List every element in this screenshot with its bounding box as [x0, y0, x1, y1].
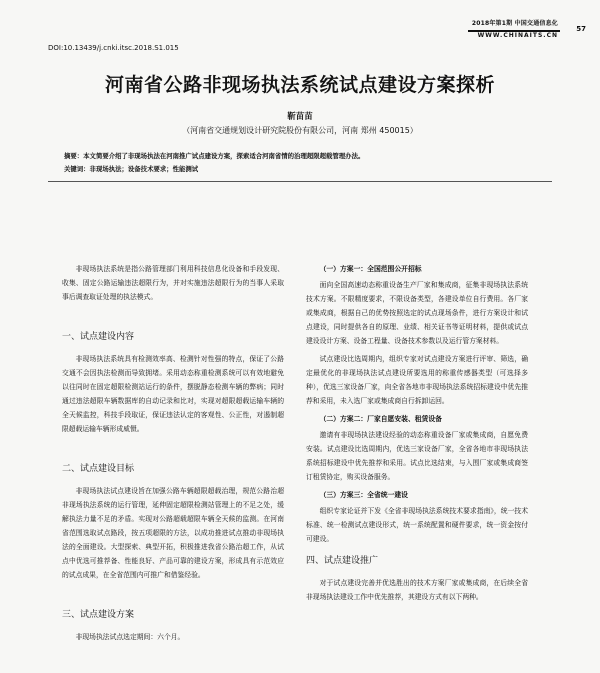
right-column [306, 262, 528, 608]
article-title: 河南省公路非现场执法系统试点建设方案探析 [104, 74, 495, 96]
section-2-heading: 二、试点建设目标 [62, 464, 135, 474]
section-2-body: 非现场执法试点建设旨在加强公路车辆超限超载治理，规范公路治超非现场执法系统的运行管理，延伸固定超限检测站管理上的不足之处，缓解执法力量不足的矛盾。实现对公路超载超限车辆全天候的监测。在河南省范围选取试点路段，按五项超限的方法，以成功推进试点推动非现场执法的全面建设。大型探索、典型开拓，积极推进我省公路治超工作，从试点中优选可推荐备、性能良好、产品可靠的建设方案，形成具有示范效应的试点成果，在全省范围内可推广和借鉴经验。 [62, 487, 284, 579]
section-1-body: 非现场执法系统具有检测效率高、检测针对性强的特点，保证了公路交通不会因执法检测而导致拥堵。采用动态称重检测系统可以有效地避免以往同时在固定超限检测站运行的条件，摆脱静态检测车辆的弊病；同时通过违法超限车辆数据库的自动记录和比对，实现对超限超载运输车辆的全天候监控，科技手段取证，保证违法认定的客观性、公正性，对遏制超限超载运输车辆形成威慑。 [62, 355, 284, 433]
section-3-heading: 三、试点建设方案 [62, 610, 135, 620]
abstract-divider [48, 181, 552, 182]
subsection-3-body: 组织专家论证并下发《全省非现场执法系统技术要求指南》，统一技术标准、统一检测试点建设形式，统一系统配置和硬件要求，统一资金按付可建设。 [306, 507, 528, 543]
doi-line: DOI:10.13439/j.cnki.itsc.2018.S1.015 [48, 44, 179, 52]
section-4-body: 对于试点建设完善并优选胜出的技术方案厂家或集成商，在后续全省非现场执法建设工作中优先推荐，其建设方式有以下两种。 [306, 579, 528, 601]
subsection-2-body: 邀请有非现场执法建设经验的动态称重设备厂家或集成商，自愿免费安装。试点建设比选周期内，优选三家设备厂家，全省各地市非现场执法系统招标建设中优先推荐和采用。试点比选结束，与入围厂家或集成商签订租赁协定，购买设备服务。 [306, 431, 528, 481]
section-3-body: 非现场执法试点选定期间：六个月。 [75, 633, 185, 641]
author-name: 靳苗苗 [287, 112, 313, 122]
subsection-1-body: 面向全国高速动态称重设备生产厂家和集成商，征集非现场执法系统技术方案。不限精度要求，不限设备类型，各建设单位自行费用。各厂家或集成商，根据自己的优势按照选定的试点现场条件，进行方案设计和试点建设，同时提供各自的原理、业绩、相关证书等证明材料，提供或试点建设设计方案、设备工程量、设备技术参数以及运行管方案材料。 [306, 281, 528, 345]
abstract: 摘要：本文简要介绍了非现场执法在河南推广试点建设方案，探索适合河南省情的治理超限超载管理办法。 [64, 152, 365, 160]
intro-paragraph: 非现场执法系统是指公路管理部门利用科技信息化设备和手段发现、收集、固定公路运输违法超限行为，并对实施违法超限行为的当事人采取事后调查取证处理的执法模式。 [62, 265, 284, 301]
subsection-2-heading: （二）方案二：厂家自愿安装、租赁设备 [319, 415, 442, 423]
author-affiliation: （河南省交通规划设计研究院股份有限公司，河南 郑州 450015） [182, 126, 418, 135]
section-1-heading: 一、试点建设内容 [62, 332, 135, 342]
subsection-1-heading: （一）方案一：全国范围公开招标 [319, 265, 422, 273]
subsection-1-body-2: 试点建设比选周期内，组织专家对试点建设方案进行评审、筛选，确定最优化的非现场执法试点建设所要选用的称重传感器类型（可选择多种），优选三家设备厂家，向全省各地市非现场执法系统招标建设中优先推荐和采用，未入选厂家或集成商自行拆卸运回。 [306, 355, 528, 405]
left-column [62, 262, 284, 648]
page-number: 57 [576, 25, 586, 33]
keywords: 关键词：非现场执法；设备技术要求；性能测试 [64, 165, 199, 173]
journal-issue: 2018年第1期 中国交通信息化 [471, 20, 558, 27]
subsection-3-heading: （三）方案三：全省统一建设 [319, 491, 408, 499]
journal-site: WWW.CHINAITS.CN [477, 32, 558, 39]
section-4-heading: 四、试点建设推广 [306, 556, 379, 566]
